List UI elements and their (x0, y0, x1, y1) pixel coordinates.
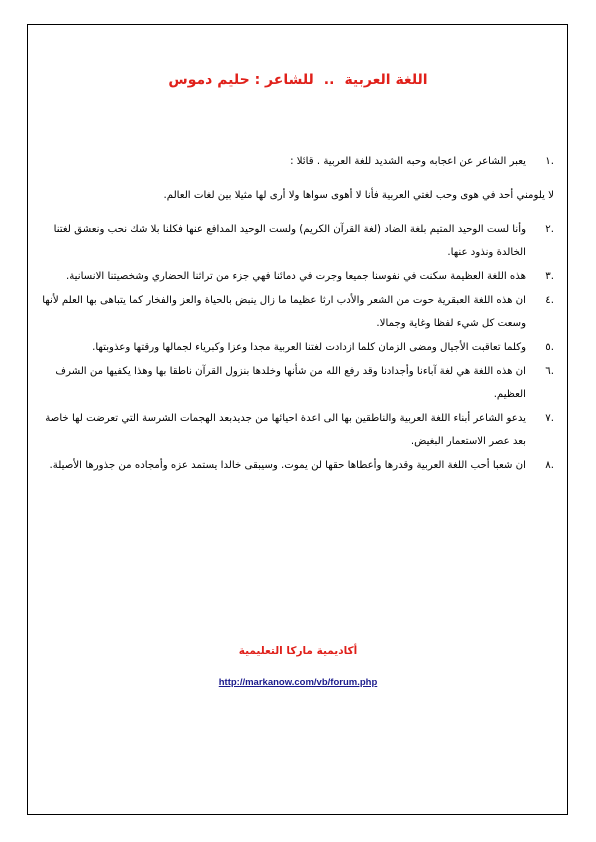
academy-name: أكاديمية ماركا التعليمية (238, 645, 358, 657)
list-item (42, 289, 554, 335)
item-text: يعبر الشاعر عن اعجابه وحبه الشديد للغة العربية . قائلا : (290, 156, 526, 167)
document-body (42, 150, 554, 477)
list-item (42, 150, 554, 173)
title-poet: للشاعر : حليم دموس (168, 72, 314, 88)
item-number: .٥ (545, 342, 554, 353)
item-number: .٨ (545, 460, 554, 471)
list-item (42, 218, 554, 264)
list-item (42, 265, 554, 288)
body-paragraph: لا يلومني أحد في هوى وحب لغتي العربية فأنا لا أهوى سواها ولا أرى لها مثيلا بين لغات العالم. (163, 190, 554, 201)
forum-link[interactable]: http://markanow.com/vb/forum.php (218, 677, 378, 688)
item-number: .٧ (545, 413, 554, 424)
item-number: .١ (545, 156, 554, 167)
list-item (42, 407, 554, 453)
item-text: ان هذه اللغة هي لغة آباءنا وأجدادنا وقد رفع الله من شأنها وخلدها بنزول القرآن ناطقا بها وهذا يكفيها من الشرف العظيم. (55, 366, 526, 400)
page-title (40, 72, 556, 88)
item-text: وكلما تعاقبت الأجيال ومضى الزمان كلما ازدادت لغتنا العربية مجدا وعزا وكبرياء لجمالها ورقتها وعذوبتها. (92, 342, 526, 353)
item-text: ان هذه اللغة العبقرية حوت من الشعر والأدب ارثا عظيما ما زال ينبض بالحياة والعز والفخار كما يتباهى بها العلم لأنها وسعت كل شيء لفظا وغاية وجمالا. (42, 295, 526, 329)
title-separator: .. (323, 72, 335, 88)
title-main: اللغة العربية (344, 72, 428, 88)
item-text: ان شعبا أحب اللغة العربية وقدرها وأعطاها حقها لن يموت. وسيبقى خالدا يستمد عزه وأمجاده من جذورها الأصيلة. (49, 460, 526, 471)
list-item (42, 336, 554, 359)
item-number: .٢ (545, 224, 554, 235)
list-item (42, 454, 554, 477)
item-text: هذه اللغة العظيمة سكنت في نفوسنا جميعا وجرت في دمائنا فهي جزء من تراثنا الحضاري وشخصيتنا الانسانية. (65, 271, 526, 282)
item-number: .٤ (545, 295, 554, 306)
item-text: وأنا لست الوحيد المتيم بلغة الضاد (لغة القرآن الكريم) ولست الوحيد المدافع عنها فكلنا بلا شك نحب ونعشق لغتنا الخالدة ونذود عنها. (53, 224, 526, 258)
item-number: .٣ (545, 271, 554, 282)
item-number: .٦ (545, 366, 554, 377)
item-text: يدعو الشاعر أبناء اللغة العربية والناطقين بها الى اعدة احيائها من جديدبعد الهجمات الشرسة التي تعرضت لها خاصة بعد عصر الاستعمار البغيض. (45, 413, 526, 447)
list-item (42, 360, 554, 406)
